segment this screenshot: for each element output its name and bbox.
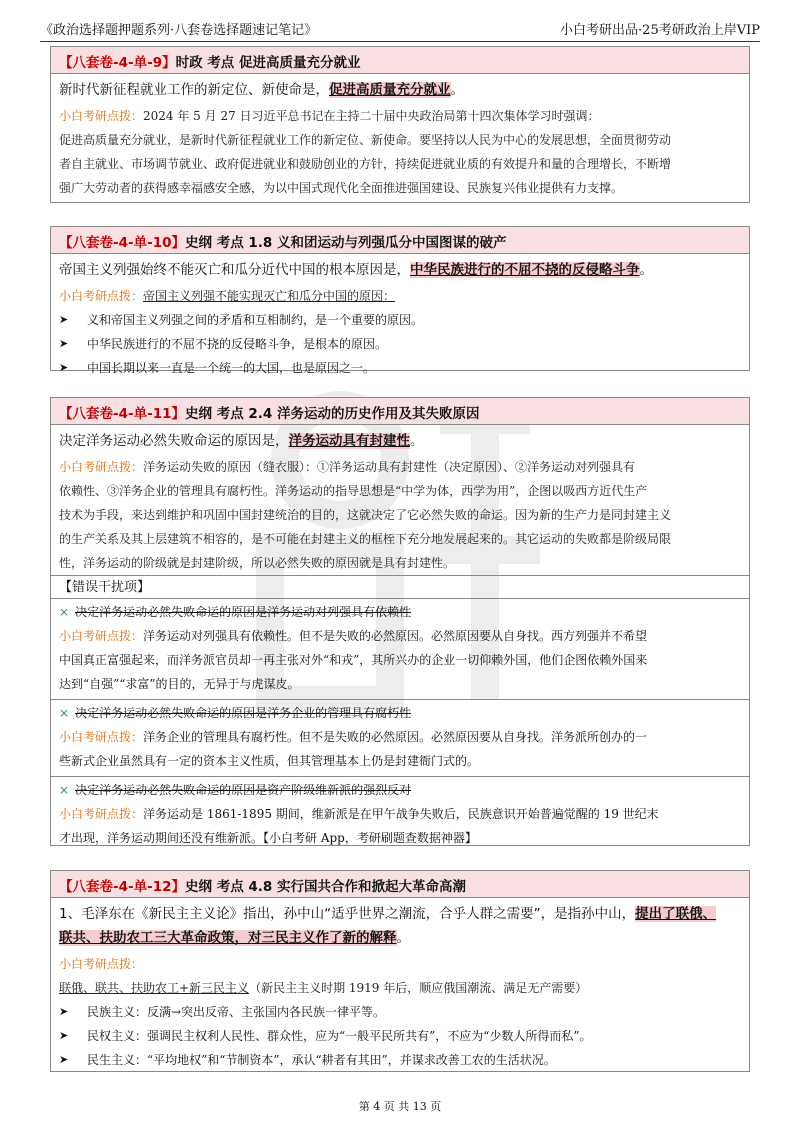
header-brand: 小白考研出品·25考研政治上岸VIP <box>560 23 760 38</box>
note-head-tail: （新民主主义时期 1919 年后，顺应俄国潮流、满足无产需要） <box>249 981 588 995</box>
note-label: 小白考研点拨： <box>59 807 144 821</box>
note-label: 小白考研点拨： <box>59 289 144 303</box>
header-title: 《政治选择题押题系列·八套卷选择题速记笔记》 <box>40 23 318 38</box>
question-text <box>51 74 749 104</box>
answer-highlight: 洋务运动具有封建性 <box>288 433 410 449</box>
error-options-header: 【错误干扰项】 <box>51 575 749 599</box>
bullet-item <box>51 1000 749 1024</box>
note-line <box>51 455 749 479</box>
bullet-item <box>51 356 749 380</box>
note-line: 者自主就业、市场调节就业、政府促进就业和鼓励创业的方针，持续促进就业质的有效提升和量的合理增长，不断增 <box>59 157 672 171</box>
question-card-12 <box>50 870 750 1072</box>
card-tag: 【八套卷-4-单-10】 <box>59 235 185 251</box>
arrow-bullet-icon: ➤ <box>59 337 69 350</box>
card-topic: 时政 考点 促进高质量充分就业 <box>175 55 361 71</box>
error-option <box>51 777 749 849</box>
card-title <box>51 227 749 254</box>
answer-tail: 。 <box>639 262 653 278</box>
card-tag: 【八套卷-4-单-12】 <box>59 879 185 895</box>
page-number: 第 4 页 共 13 页 <box>358 1100 442 1113</box>
note-line <box>51 976 749 1000</box>
explain-text: 洋务运动是 1861-1895 期间，维新派是在甲午战争失败后，民族意识开始普遍觉醒的 19 世纪末 <box>143 807 659 821</box>
error-explain <box>51 724 749 748</box>
error-explain: 中国真正富强起来，而洋务派官员却一再主张对外“和戎”，其所兴办的企业一切仰赖外国，他们企图依赖外国来 <box>59 653 648 667</box>
error-explain <box>51 801 749 825</box>
note-label: 小白考研点拨： <box>59 730 144 744</box>
error-statement <box>51 599 749 623</box>
note-line: 的生产关系及其上层建筑不相容的，是不可能在封建主义的框桎下充分地发展起来的。其它运动的失败都是阶级局限 <box>59 532 672 546</box>
bullet-item <box>51 308 749 332</box>
note-label: 小白考研点拨： <box>59 109 144 123</box>
note-label: 小白考研点拨： <box>59 460 144 474</box>
question-card-9 <box>50 46 750 203</box>
question-text <box>51 898 749 926</box>
explain-text: 洋务运动对列强具有依赖性。但不是失败的必然原因。必然原因要从自身找。西方列强并不希望 <box>143 629 648 643</box>
bullet-item <box>51 1024 749 1048</box>
cross-icon: × <box>59 706 70 720</box>
note-line: 依赖性、③洋务企业的管理具有腐朽性。洋务运动的指导思想是“中学为体，西学为用”，企图以吸西方近代生产 <box>59 484 648 498</box>
answer-tail: 。 <box>450 82 464 98</box>
card-title <box>51 871 749 898</box>
answer-highlight: 中华民族进行的不屈不挠的反侵略斗争 <box>410 262 640 278</box>
answer-highlight: 提出了联俄、 <box>635 906 717 922</box>
note-text: 2024 年 5 月 27 日习近平总书记在主持二十届中央政治局第十四次集体学习时强调： <box>143 109 600 123</box>
question-card-11 <box>50 397 750 846</box>
note-line: 强广大劳动者的获得感幸福感安全感，为以中国式现代化全面推进强国建设、民族复兴伟业提供有力支撑。 <box>59 181 624 195</box>
bullet-item <box>51 332 749 356</box>
card-title <box>51 398 749 425</box>
error-explain: 达到“自强”“求富”的目的，无异于与虎谋皮。 <box>59 677 300 691</box>
arrow-bullet-icon: ➤ <box>59 361 69 374</box>
wrong-text: 决定洋务运动必然失败命运的原因是洋务运动对列强具有依赖性 <box>75 605 412 619</box>
bullet-text: 民生主义：“平均地权”和“节制资本”，承认“耕者有其田”，并谋求改善工农的生活状况。 <box>87 1053 556 1067</box>
note-label: 小白考研点拨： <box>59 629 144 643</box>
answer-highlight: 联共、扶助农工三大革命政策，对三民主义作了新的解释 <box>59 930 397 946</box>
card-topic: 史纲 考点 4.8 实行国共合作和掀起大革命高潮 <box>185 879 467 895</box>
note-line: 性，洋务运动的阶级就是封建阶级，所以必然失败的原因就是具有封建性。 <box>59 556 456 570</box>
bullet-text: 义和帝国主义列强之间的矛盾和互相制约，是一个重要的原因。 <box>87 313 424 327</box>
question-stem: 决定洋务运动必然失败命运的原因是， <box>59 433 289 449</box>
note-label: 小白考研点拨： <box>59 957 144 971</box>
cross-icon: × <box>59 605 70 619</box>
error-statement <box>51 777 749 801</box>
card-topic: 史纲 考点 1.8 义和团运动与列强瓜分中国图谋的破产 <box>185 235 507 251</box>
bullet-text: 中国长期以来一直是一个统一的大国，也是原因之一。 <box>87 361 376 375</box>
error-explain <box>51 623 749 647</box>
card-tag: 【八套卷-4-单-11】 <box>59 406 185 422</box>
note-line: 促进高质量充分就业，是新时代新征程就业工作的新定位、新使命。要坚持以人民为中心的发展思想，全面贯彻劳动 <box>59 133 672 147</box>
question-stem: 新时代新征程就业工作的新定位、新使命是， <box>59 82 329 98</box>
note-line <box>51 104 749 128</box>
error-explain: 才出现，洋务运动期间还没有维新派。【小白考研 App，考研刷题查数据神器】 <box>59 831 477 845</box>
explain-text: 洋务企业的管理具有腐朽性。但不是失败的必然原因。必然原因要从自身找。洋务派所创办的一 <box>143 730 648 744</box>
cross-icon: × <box>59 783 70 797</box>
arrow-bullet-icon: ➤ <box>59 1005 69 1018</box>
arrow-bullet-icon: ➤ <box>59 1053 69 1066</box>
card-topic: 史纲 考点 2.4 洋务运动的历史作用及其失败原因 <box>185 406 480 422</box>
bullet-text: 民权主义：强调民主权利人民性、群众性，应为“一般平民所共有”，不应为“少数人所得而私”。 <box>87 1029 592 1043</box>
card-tag: 【八套卷-4-单-9】 <box>59 55 176 71</box>
wrong-text: 决定洋务运动必然失败命运的原因是洋务企业的管理具有腐朽性 <box>75 706 412 720</box>
error-option <box>51 700 749 777</box>
note-line <box>51 284 749 308</box>
arrow-bullet-icon: ➤ <box>59 1029 69 1042</box>
arrow-bullet-icon: ➤ <box>59 313 69 326</box>
note-line: 技术为手段，来达到维护和巩固中国封建统治的目的，这就决定了它必然失败的命运。因为新的生产力是同封建主义 <box>59 508 672 522</box>
question-text <box>51 425 749 455</box>
error-statement <box>51 700 749 724</box>
note-text: 帝国主义列强不能实现灭亡和瓜分中国的原因： <box>143 289 396 303</box>
answer-highlight: 促进高质量充分就业 <box>329 82 451 98</box>
wrong-text: 决定洋务运动必然失败命运的原因是资产阶级维新派的强烈反对 <box>75 783 412 797</box>
question-text <box>51 254 749 284</box>
question-stem: 帝国主义列强始终不能灭亡和瓜分近代中国的根本原因是， <box>59 262 410 278</box>
card-title <box>51 47 749 74</box>
note-head: 联俄、联共、扶助农工+新三民主义 <box>59 981 250 995</box>
note-label-line <box>51 952 749 976</box>
error-option <box>51 599 749 700</box>
bullet-text: 民族主义：反满→突出反帝、主张国内各民族一律平等。 <box>87 1005 386 1019</box>
question-text-cont <box>51 926 749 952</box>
answer-tail: 。 <box>410 433 424 449</box>
question-stem: 1、毛泽东在《新民主主义论》指出，孙中山“适乎世界之潮流，合乎人群之需要”，是指孙中山， <box>59 906 636 922</box>
bullet-item <box>51 1048 749 1072</box>
page-header <box>40 14 760 42</box>
note-text: 洋务运动失败的原因（缝衣服）：①洋务运动具有封建性（决定原因）、②洋务运动对列强具有 <box>143 460 636 474</box>
answer-tail: 。 <box>396 930 410 946</box>
bullet-text: 中华民族进行的不屈不挠的反侵略斗争，是根本的原因。 <box>87 337 388 351</box>
error-explain: 些新式企业虽然具有一定的资本主义性质，但其管理基本上仍是封建衙门式的。 <box>59 754 480 768</box>
question-card-10 <box>50 226 750 375</box>
